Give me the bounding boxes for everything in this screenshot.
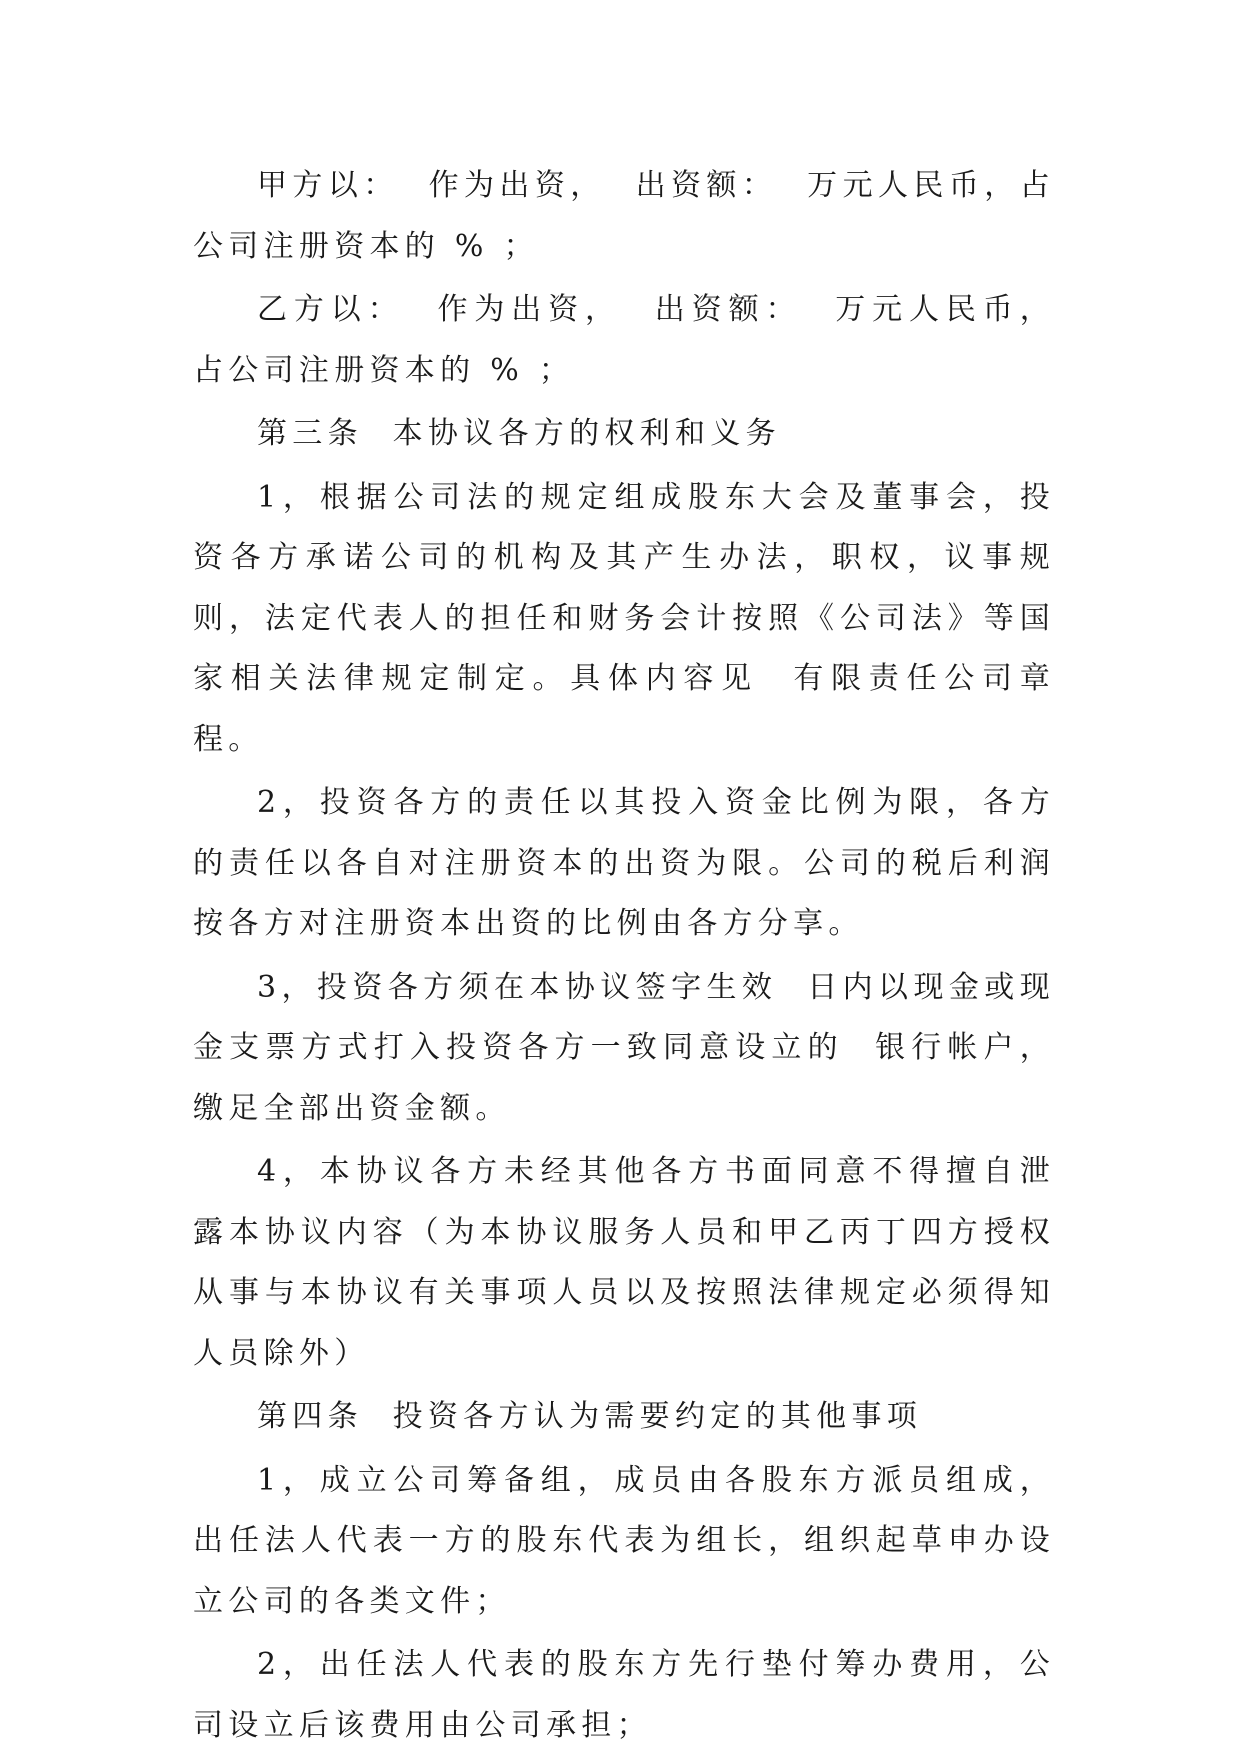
paragraph-article-3-item-2: 2，投资各方的责任以其投入资金比例为限，各方的责任以各自对注册资本的出资为限。公司的税后利润按各方对注册资本出资的比例由各方分享。 bbox=[193, 785, 1055, 941]
paragraph-party-a-contribution: 甲方以： 作为出资， 出资额： 万元人民币，占公司注册资本的 % ； bbox=[193, 168, 1055, 264]
heading-article-4: 第四条 投资各方认为需要约定的其他事项 bbox=[257, 1399, 923, 1434]
paragraph-article-4-item-1: 1，成立公司筹备组，成员由各股东方派员组成，出任法人代表一方的股东代表为组长，组织起草申办设立公司的各类文件； bbox=[193, 1462, 1055, 1619]
paragraph-article-3-item-3: 3，投资各方须在本协议签字生效 日内以现金或现金支票方式打入投资各方一致同意设立的 银行帐户，缴足全部出资金额。 bbox=[193, 969, 1055, 1126]
paragraph-article-4-item-2: 2，出任法人代表的股东方先行垫付筹办费用，公司设立后该费用由公司承担； bbox=[193, 1647, 1055, 1743]
paragraph-party-b-contribution: 乙方以： 作为出资， 出资额： 万元人民币， 占公司注册资本的 % ； bbox=[193, 292, 1085, 388]
document-body bbox=[193, 156, 1085, 1756]
paragraph-article-3-item-4: 4，本协议各方未经其他各方书面同意不得擅自泄露本协议内容（为本协议服务人员和甲乙丙丁四方授权从事与本协议有关事项人员以及按照法律规定必须得知人员除外） bbox=[193, 1154, 1055, 1371]
paragraph-article-3-item-1: 1，根据公司法的规定组成股东大会及董事会，投资各方承诺公司的机构及其产生办法，职权，议事规则，法定代表人的担任和财务会计按照《公司法》等国家相关法律规定制定。具体内容见 有限责任公司章程。 bbox=[193, 479, 1055, 757]
heading-article-3: 第三条 本协议各方的权利和义务 bbox=[257, 416, 781, 451]
